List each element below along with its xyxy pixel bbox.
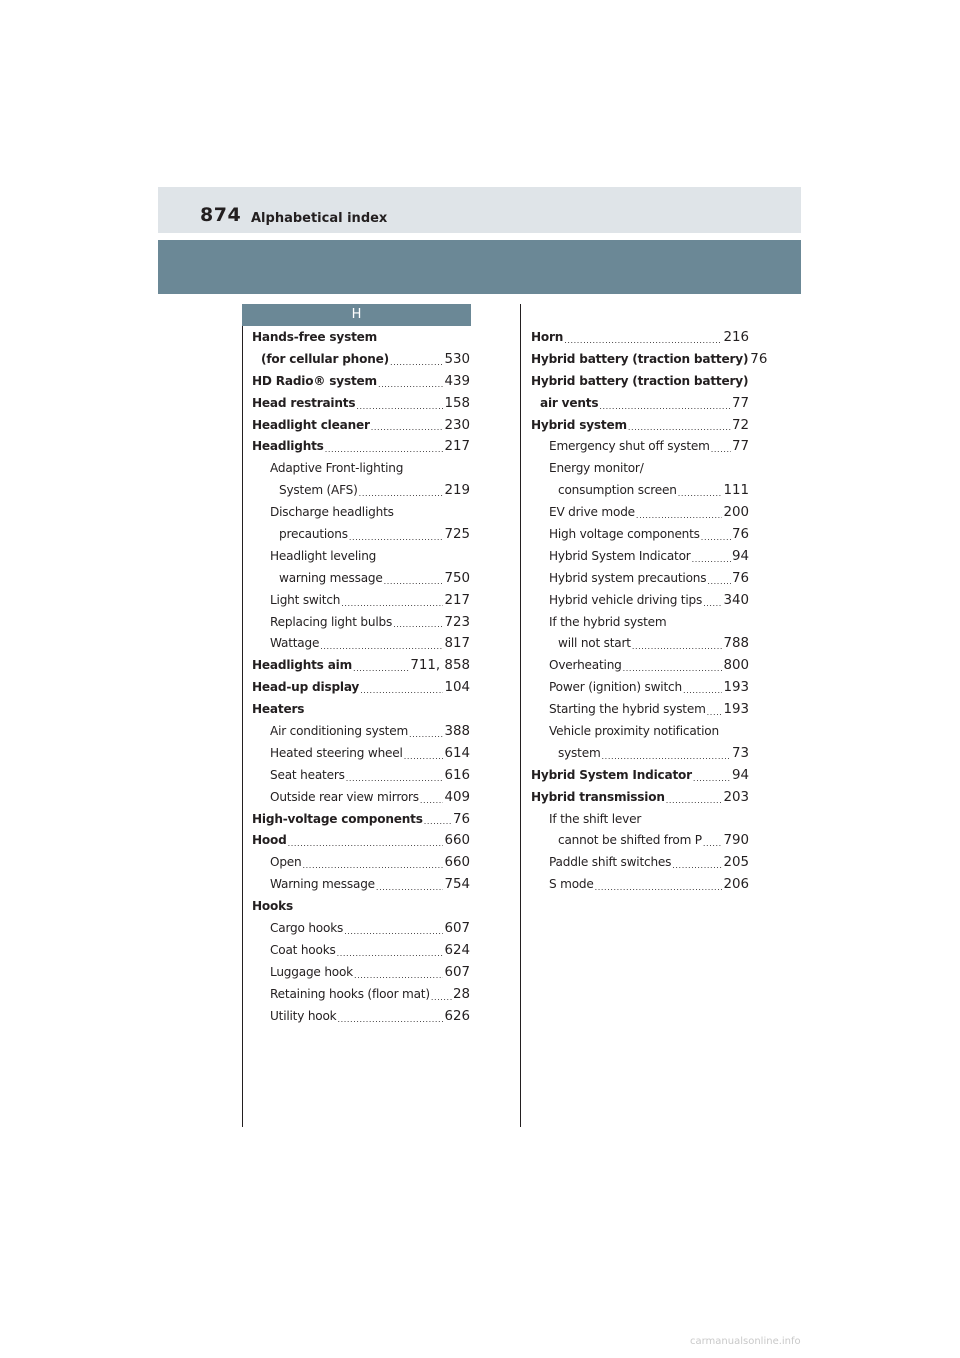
leader-dots bbox=[701, 529, 731, 546]
index-page-number: 626 bbox=[444, 1008, 470, 1024]
index-entry bbox=[531, 633, 749, 655]
index-entry bbox=[252, 568, 470, 590]
leader-dots bbox=[344, 923, 443, 940]
index-entry-text: Hybrid System Indicator bbox=[549, 548, 691, 563]
index-entry-text: Hybrid battery (traction battery) bbox=[531, 373, 749, 388]
index-entry-text: Hybrid System Indicator bbox=[531, 767, 692, 782]
leader-dots bbox=[337, 1011, 443, 1028]
index-entry-text: Hybrid system precautions bbox=[549, 570, 707, 585]
index-entry bbox=[531, 480, 749, 502]
index-page-number: 790 bbox=[723, 833, 749, 849]
index-entry-text: Hooks bbox=[252, 899, 293, 914]
leader-dots bbox=[346, 770, 444, 787]
index-entry-text: Head restraints bbox=[252, 395, 356, 410]
leader-dots bbox=[371, 419, 444, 436]
index-entry-text: EV drive mode bbox=[549, 505, 635, 520]
column-rule-left bbox=[242, 304, 243, 1127]
index-entry-text: Headlights bbox=[252, 439, 324, 454]
index-page-number: 94 bbox=[731, 548, 749, 564]
index-entry-text: Hybrid vehicle driving tips bbox=[549, 592, 703, 607]
leader-dots bbox=[409, 726, 443, 743]
index-page-number: 94 bbox=[731, 767, 749, 783]
index-page-number: 616 bbox=[444, 767, 470, 783]
index-entry bbox=[531, 830, 749, 852]
leader-dots bbox=[378, 376, 444, 393]
index-page-number: 219 bbox=[444, 483, 470, 499]
index-entry-text: If the hybrid system bbox=[549, 614, 667, 629]
index-entry-text: cannot be shifted from P bbox=[558, 833, 702, 848]
index-entry-text: consumption screen bbox=[558, 483, 677, 498]
index-entry-text: Retaining hooks (floor mat) bbox=[270, 986, 430, 1001]
index-entry bbox=[531, 568, 749, 590]
leader-dots bbox=[356, 398, 443, 415]
index-page-number: 409 bbox=[444, 789, 470, 805]
leader-dots bbox=[599, 398, 731, 415]
index-entry-text: Wattage bbox=[270, 636, 320, 651]
index-entry-text: Coat hooks bbox=[270, 942, 336, 957]
index-entry-text: Adaptive Front-lighting bbox=[270, 461, 404, 476]
index-page-number: 73 bbox=[731, 745, 749, 761]
index-entry bbox=[252, 918, 470, 940]
leader-dots bbox=[384, 573, 444, 590]
index-page-number: 340 bbox=[723, 592, 749, 608]
index-page-number: 660 bbox=[444, 833, 470, 849]
index-entry-text: Hood bbox=[252, 833, 287, 848]
index-entry bbox=[531, 721, 749, 743]
index-entry bbox=[252, 677, 470, 699]
index-entry-text: If the shift lever bbox=[549, 811, 642, 826]
index-page-number: 754 bbox=[444, 877, 470, 893]
index-entry bbox=[531, 349, 768, 371]
index-page-number: 216 bbox=[723, 329, 749, 345]
index-entry-text: Luggage hook bbox=[270, 964, 353, 979]
index-entry bbox=[531, 787, 749, 809]
index-page-number: 439 bbox=[444, 373, 470, 389]
index-page-number: 788 bbox=[723, 636, 749, 652]
index-page-number: 817 bbox=[444, 636, 470, 652]
index-entry-text: Headlights aim bbox=[252, 658, 352, 673]
index-entry bbox=[531, 524, 749, 546]
index-entry-text: precautions bbox=[279, 527, 348, 541]
index-entry bbox=[531, 655, 749, 677]
index-page-number: 530 bbox=[444, 351, 470, 367]
index-entry bbox=[252, 765, 470, 787]
page-number: 874 bbox=[200, 204, 242, 226]
leader-dots bbox=[288, 835, 444, 852]
index-page-number: 217 bbox=[444, 439, 470, 455]
leader-dots bbox=[707, 573, 731, 590]
index-entry bbox=[252, 830, 470, 852]
index-entry bbox=[531, 874, 749, 896]
index-entry-text: will not start bbox=[558, 636, 631, 651]
leader-dots bbox=[692, 551, 731, 568]
index-column-right bbox=[531, 327, 768, 896]
index-page-number: 230 bbox=[444, 417, 470, 433]
watermark: carmanualsonline.info bbox=[690, 1336, 801, 1347]
leader-dots bbox=[390, 354, 443, 371]
index-entry bbox=[531, 743, 749, 765]
index-page-number: 77 bbox=[731, 439, 749, 455]
index-entry bbox=[531, 809, 749, 831]
leader-dots bbox=[602, 748, 731, 765]
leader-dots bbox=[420, 792, 444, 809]
index-page-number: 723 bbox=[444, 614, 470, 630]
index-entry bbox=[252, 940, 470, 962]
index-entry bbox=[252, 327, 470, 349]
index-entry bbox=[252, 852, 470, 874]
index-entry-text: Light switch bbox=[270, 592, 341, 607]
leader-dots bbox=[393, 616, 443, 633]
index-entry-text: Open bbox=[270, 855, 302, 870]
index-entry-text: Emergency shut off system bbox=[549, 439, 710, 454]
index-entry bbox=[252, 415, 470, 437]
index-page-number: 660 bbox=[444, 855, 470, 871]
index-entry-text: Starting the hybrid system bbox=[549, 702, 706, 717]
index-entry bbox=[252, 721, 470, 743]
leader-dots bbox=[376, 879, 444, 896]
index-page-number: 104 bbox=[444, 680, 470, 696]
index-entry bbox=[531, 327, 749, 349]
index-page-number: 607 bbox=[444, 964, 470, 980]
index-entry bbox=[531, 765, 749, 787]
index-page-number: 203 bbox=[723, 789, 749, 805]
index-entry-text: Hybrid battery (traction battery) bbox=[531, 351, 749, 366]
index-entry bbox=[531, 458, 749, 480]
index-entry bbox=[252, 809, 470, 831]
index-page-number: 76 bbox=[452, 811, 470, 827]
index-entry-text: Heated steering wheel bbox=[270, 745, 403, 760]
leader-dots bbox=[353, 660, 409, 677]
page-header bbox=[158, 187, 801, 233]
index-page-number: 725 bbox=[444, 527, 470, 542]
leader-dots bbox=[623, 660, 723, 677]
index-entry-text: Air conditioning system bbox=[270, 724, 409, 739]
index-entry-text: Head-up display bbox=[252, 680, 360, 695]
index-entry bbox=[252, 896, 470, 918]
leader-dots bbox=[325, 441, 444, 458]
index-entry bbox=[531, 371, 749, 393]
index-entry-text: HD Radio® system bbox=[252, 373, 377, 388]
leader-dots bbox=[628, 419, 731, 436]
index-page-number: 607 bbox=[444, 921, 470, 937]
leader-dots bbox=[404, 748, 444, 765]
leader-dots bbox=[360, 682, 443, 699]
index-entry bbox=[252, 590, 470, 612]
leader-dots bbox=[303, 857, 444, 874]
index-entry bbox=[531, 852, 749, 874]
section-title: Alphabetical index bbox=[251, 211, 388, 226]
leader-dots bbox=[683, 682, 723, 699]
index-entry-text: Heaters bbox=[252, 702, 305, 717]
index-entry bbox=[252, 546, 470, 568]
leader-dots bbox=[431, 989, 452, 1006]
leader-dots bbox=[349, 529, 444, 546]
leader-dots bbox=[711, 441, 731, 458]
index-page-number: 217 bbox=[444, 592, 470, 608]
index-entry-text: Outside rear view mirrors bbox=[270, 789, 419, 804]
index-entry bbox=[531, 436, 749, 458]
index-entry-text: Horn bbox=[531, 329, 564, 344]
index-entry-text: Warning message bbox=[270, 877, 375, 892]
index-entry bbox=[531, 590, 749, 612]
index-entry-text: Discharge headlights bbox=[270, 505, 394, 520]
leader-dots bbox=[354, 967, 443, 984]
leader-dots bbox=[707, 704, 723, 721]
index-entry bbox=[531, 502, 749, 524]
leader-dots bbox=[632, 638, 723, 655]
index-entry bbox=[252, 655, 470, 677]
leader-dots bbox=[424, 813, 452, 830]
leader-dots bbox=[337, 945, 444, 962]
index-entry bbox=[252, 436, 470, 458]
index-entry-text: Overheating bbox=[549, 658, 622, 673]
index-page-number: 76 bbox=[731, 570, 749, 586]
leader-dots bbox=[672, 857, 722, 874]
leader-dots bbox=[595, 879, 723, 896]
index-entry-text: Seat heaters bbox=[270, 767, 345, 782]
index-entry bbox=[252, 349, 470, 371]
index-page-number: 193 bbox=[723, 702, 749, 718]
index-entry-text: High voltage components bbox=[549, 527, 700, 541]
index-entry-text: Vehicle proximity notification bbox=[549, 724, 719, 739]
leader-dots bbox=[341, 595, 443, 612]
index-entry-text: Headlight cleaner bbox=[252, 417, 370, 432]
index-entry-text: High-voltage components bbox=[252, 811, 423, 826]
index-entry-text: (for cellular phone) bbox=[261, 351, 389, 366]
index-entry bbox=[531, 612, 749, 634]
index-entry bbox=[531, 677, 749, 699]
index-page-number: 77 bbox=[731, 395, 749, 411]
index-entry-text: system bbox=[558, 745, 601, 760]
index-entry-text: Cargo hooks bbox=[270, 921, 344, 936]
index-page-number: 111 bbox=[723, 483, 749, 499]
index-entry bbox=[252, 502, 470, 524]
index-entry-text: Paddle shift switches bbox=[549, 855, 672, 870]
index-entry-text: Hybrid system bbox=[531, 417, 627, 432]
index-page-number: 205 bbox=[723, 855, 749, 871]
index-entry bbox=[252, 984, 470, 1006]
leader-dots bbox=[666, 792, 723, 809]
index-entry-text: Hands-free system bbox=[252, 329, 378, 344]
column-rule-right bbox=[520, 304, 521, 1127]
index-entry-text: Energy monitor/ bbox=[549, 461, 644, 476]
index-entry-text: S mode bbox=[549, 877, 594, 892]
index-entry bbox=[252, 699, 470, 721]
index-entry-text: Power (ignition) switch bbox=[549, 680, 682, 695]
index-entry bbox=[252, 612, 470, 634]
section-letter: H bbox=[242, 304, 471, 326]
index-entry-text: System (AFS) bbox=[279, 483, 358, 498]
index-page-number: 750 bbox=[444, 570, 470, 586]
index-entry bbox=[252, 633, 470, 655]
index-page-number: 388 bbox=[444, 724, 470, 740]
index-entry bbox=[252, 458, 470, 480]
index-entry-text: Replacing light bulbs bbox=[270, 614, 393, 629]
index-entry-text: Headlight leveling bbox=[270, 548, 377, 563]
index-entry bbox=[252, 743, 470, 765]
index-entry bbox=[252, 787, 470, 809]
index-entry bbox=[252, 874, 470, 896]
index-page-number: 76 bbox=[731, 527, 749, 542]
index-entry bbox=[252, 480, 470, 502]
index-page-number: 206 bbox=[723, 877, 749, 893]
index-page-number: 614 bbox=[444, 745, 470, 761]
index-entry bbox=[252, 1006, 470, 1028]
index-entry bbox=[252, 962, 470, 984]
leader-dots bbox=[678, 485, 723, 502]
index-entry bbox=[252, 524, 470, 546]
index-page-number: 624 bbox=[444, 942, 470, 958]
index-page-number: 711, 858 bbox=[410, 658, 470, 674]
index-page-number: 76 bbox=[750, 351, 768, 367]
index-page-number: 72 bbox=[731, 417, 749, 433]
index-entry-text: Utility hook bbox=[270, 1008, 337, 1023]
leader-dots bbox=[564, 332, 722, 349]
header-band bbox=[158, 240, 801, 294]
leader-dots bbox=[636, 507, 723, 524]
index-page-number: 200 bbox=[723, 505, 749, 521]
leader-dots bbox=[703, 595, 722, 612]
index-entry bbox=[531, 393, 749, 415]
index-page-number: 193 bbox=[723, 680, 749, 696]
index-entry-text: Hybrid transmission bbox=[531, 789, 665, 804]
leader-dots bbox=[320, 638, 443, 655]
leader-dots bbox=[703, 835, 723, 852]
index-entry-text: warning message bbox=[279, 570, 383, 585]
index-entry bbox=[531, 546, 749, 568]
index-entry bbox=[531, 415, 749, 437]
index-column-left bbox=[252, 327, 470, 1028]
leader-dots bbox=[359, 485, 444, 502]
index-entry bbox=[252, 393, 470, 415]
index-page-number: 158 bbox=[444, 395, 470, 411]
index-entry bbox=[252, 371, 470, 393]
leader-dots bbox=[693, 770, 731, 787]
index-entry bbox=[531, 699, 749, 721]
index-entry-text: air vents bbox=[540, 395, 599, 410]
index-page-number: 28 bbox=[452, 986, 470, 1002]
index-page-number: 800 bbox=[723, 658, 749, 674]
